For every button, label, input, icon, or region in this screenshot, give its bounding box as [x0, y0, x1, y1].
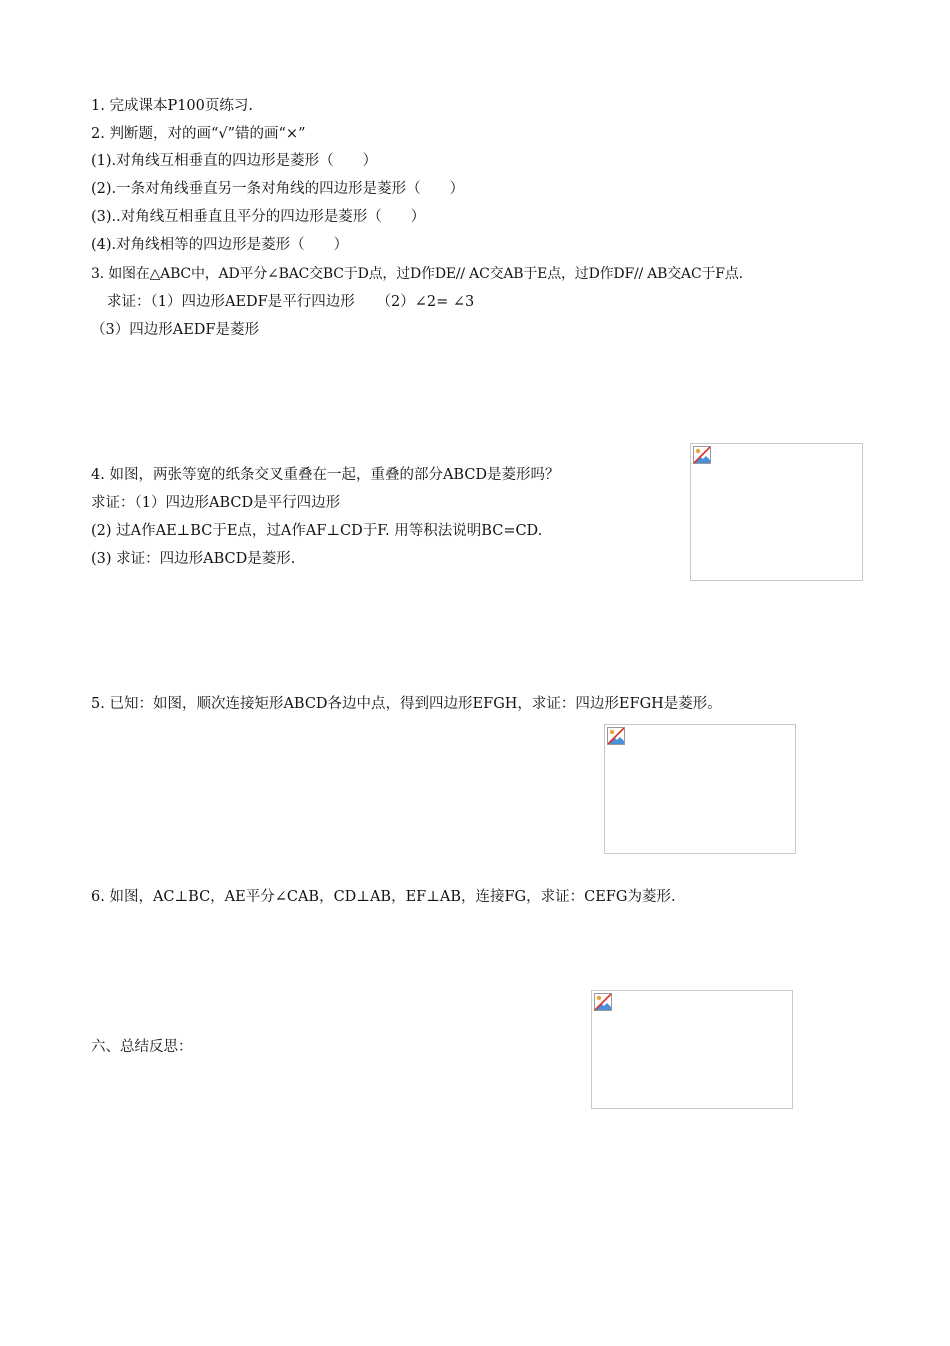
broken-image-icon	[607, 727, 625, 745]
question-3-statement: 3. 如图在△ABC中，AD平分∠BAC交BC于D点，过D作DE// AC交AB于E点，过D作DF// AB交AC于F点.	[91, 266, 743, 282]
question-6-statement: 6. 如图，AC⊥BC，AE平分∠CAB，CD⊥AB，EF⊥AB，连接FG，求证：CEFG为菱形.	[91, 889, 676, 905]
broken-image-icon	[594, 993, 612, 1011]
question-4-prove-3: (3) 求证：四边形ABCD是菱形.	[91, 551, 296, 567]
figure-6-image	[591, 990, 793, 1109]
question-1: 1. 完成课本P100页练习.	[91, 98, 253, 114]
question-4-prove-1: 求证：（1）四边形ABCD是平行四边形	[91, 495, 341, 511]
broken-image-icon	[693, 446, 711, 464]
question-2-item-2: (2).一条对角线垂直另一条对角线的四边形是菱形（ ）	[91, 181, 465, 197]
section-6-summary-title: 六、总结反思：	[91, 1039, 193, 1055]
question-4-statement: 4. 如图，两张等宽的纸条交叉重叠在一起，重叠的部分ABCD是菱形吗？	[91, 467, 560, 483]
question-3-prove-3: （3）四边形AEDF是菱形	[91, 322, 259, 338]
question-3-prove-1-2: 求证：（1）四边形AEDF是平行四边形 （2）∠2= ∠3	[107, 294, 475, 310]
question-2-item-4: (4).对角线相等的四边形是菱形（ ）	[91, 237, 349, 253]
question-4-prove-2: (2) 过A作AE⊥BC于E点，过A作AF⊥CD于F. 用等积法说明BC=CD.	[91, 523, 543, 539]
question-2-title: 2. 判断题，对的画“√”错的画“×”	[91, 126, 306, 142]
question-2-item-1: (1).对角线互相垂直的四边形是菱形（ ）	[91, 153, 378, 169]
question-2-item-3: (3)..对角线互相垂直且平分的四边形是菱形（ ）	[91, 209, 426, 225]
figure-4-image	[690, 443, 863, 581]
question-5-statement: 5. 已知：如图，顺次连接矩形ABCD各边中点，得到四边形EFGH，求证：四边形EFGH是菱形。	[91, 696, 722, 712]
figure-5-image	[604, 724, 796, 854]
